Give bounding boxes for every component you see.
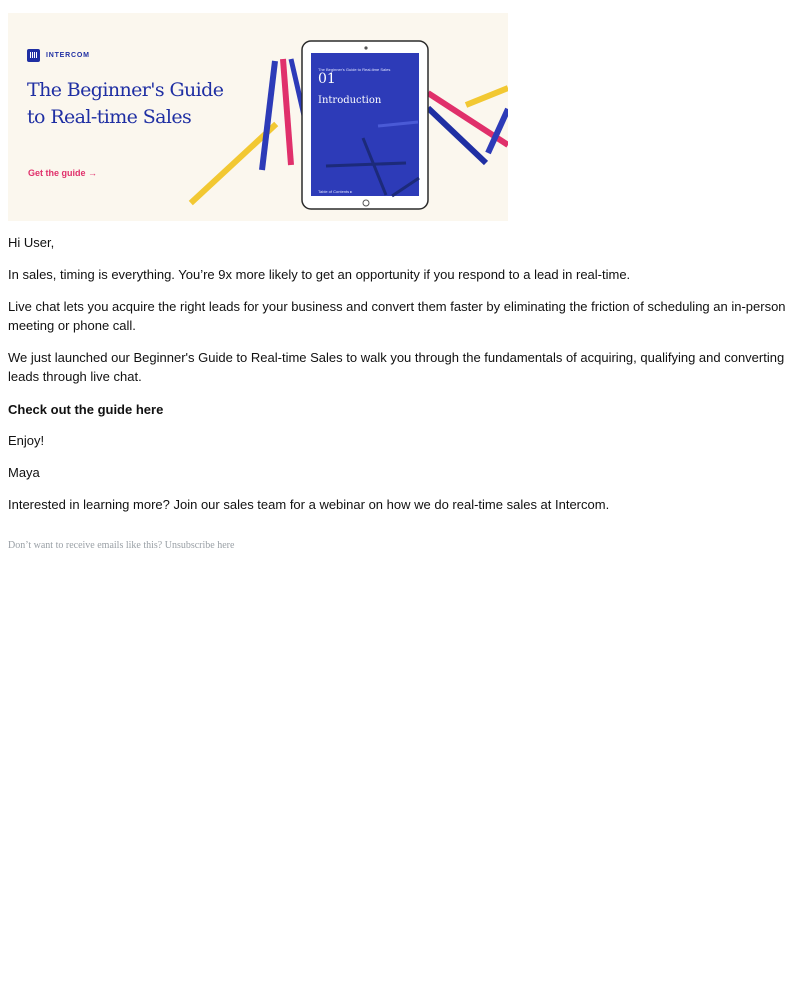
signature: Maya xyxy=(8,465,40,480)
paragraph-webinar: Interested in learning more? Join our sales team for a webinar on how we do real-time sales at Intercom. xyxy=(8,497,610,512)
footer-text: Don’t want to receive emails like this? xyxy=(8,540,163,551)
intercom-logo-icon xyxy=(27,49,40,62)
guide-banner[interactable] xyxy=(8,13,508,221)
paragraph-timing: In sales, timing is everything. You’re 9x more likely to get an opportunity if you respond to a lead in real-time. xyxy=(8,267,631,282)
unsubscribe-link[interactable]: Unsubscribe here xyxy=(164,540,235,551)
get-guide-cta[interactable]: Get the guide → xyxy=(28,168,98,178)
intercom-brand xyxy=(27,46,90,65)
email-body xyxy=(8,13,788,551)
greeting: Hi User, xyxy=(8,235,55,250)
tablet-top-text: The Beginner's Guide to Real-time Sales xyxy=(318,67,391,72)
signoff: Enjoy! xyxy=(8,433,45,448)
banner-title: The Beginner's Guide to Real-time Sales xyxy=(27,79,224,128)
tablet-heading: Introduction xyxy=(318,95,382,106)
tablet-toc: Table of Contents ▸ xyxy=(318,189,353,194)
footer xyxy=(8,536,234,555)
tablet-chapter-number: 01 xyxy=(318,71,336,87)
paragraph-launch: We just launched our Beginner's Guide to Real-time Sales to walk you through the fundamentals of acquiring, qualifying and converting leads through live chat. xyxy=(8,350,785,384)
paragraph-live-chat: Live chat lets you acquire the right leads for your business and convert them faster by eliminating the friction of scheduling an in-person meeting or phone call. xyxy=(8,299,786,333)
brand-name: INTERCOM xyxy=(46,52,90,59)
check-guide-link[interactable]: Check out the guide here xyxy=(8,402,164,417)
guide-link-paragraph xyxy=(8,400,788,419)
